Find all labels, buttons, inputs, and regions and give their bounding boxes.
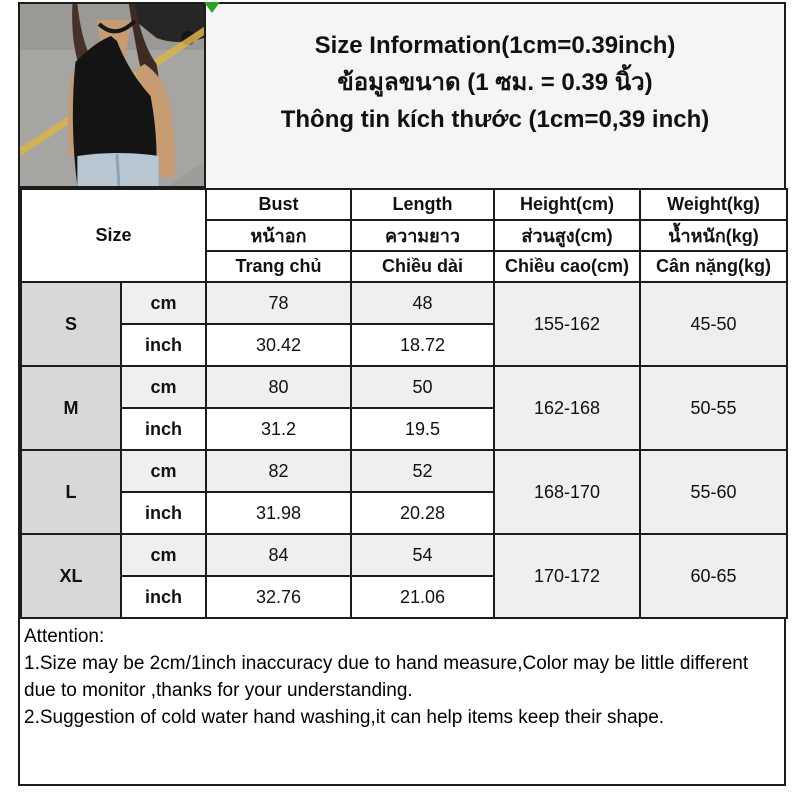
- size-label-m: M: [21, 366, 121, 450]
- m-length-inch: 19.5: [351, 408, 494, 450]
- size-chart-frame: [18, 2, 786, 786]
- title-english: Size Information(1cm=0.39inch): [314, 32, 676, 59]
- unit-cm: cm: [121, 282, 206, 324]
- size-label-s: S: [21, 282, 121, 366]
- xl-bust-inch: 32.76: [206, 576, 351, 618]
- l-weight-range: 55-60: [640, 450, 787, 534]
- m-bust-inch: 31.2: [206, 408, 351, 450]
- weight-header-en: Weight(kg): [640, 189, 787, 220]
- length-header-th: ความยาว: [351, 220, 494, 251]
- l-height-range: 168-170: [494, 450, 640, 534]
- weight-header-vi: Cân nặng(kg): [640, 251, 787, 282]
- xl-height-range: 170-172: [494, 534, 640, 618]
- size-column-header: Size: [21, 189, 206, 282]
- m-height-range: 162-168: [494, 366, 640, 450]
- unit-inch: inch: [121, 408, 206, 450]
- xl-length-cm: 54: [351, 534, 494, 576]
- attention-heading: Attention:: [24, 626, 105, 647]
- s-length-cm: 48: [351, 282, 494, 324]
- m-bust-cm: 80: [206, 366, 351, 408]
- size-label-xl: XL: [21, 534, 121, 618]
- l-length-inch: 20.28: [351, 492, 494, 534]
- xl-bust-cm: 84: [206, 534, 351, 576]
- xl-length-inch: 21.06: [351, 576, 494, 618]
- s-length-inch: 18.72: [351, 324, 494, 366]
- bust-header-th: หน้าอก: [206, 220, 351, 251]
- height-header-th: ส่วนสูง(cm): [494, 220, 640, 251]
- unit-cm: cm: [121, 534, 206, 576]
- l-length-cm: 52: [351, 450, 494, 492]
- green-corner-triangle-icon: [204, 2, 220, 13]
- bust-header-vi: Trang chủ: [206, 251, 351, 282]
- weight-header-th: น้ำหนัก(kg): [640, 220, 787, 251]
- s-height-range: 155-162: [494, 282, 640, 366]
- length-header-en: Length: [351, 189, 494, 220]
- bust-header-en: Bust: [206, 189, 351, 220]
- unit-cm: cm: [121, 366, 206, 408]
- m-weight-range: 50-55: [640, 366, 787, 450]
- size-label-l: L: [21, 450, 121, 534]
- unit-cm: cm: [121, 450, 206, 492]
- m-length-cm: 50: [351, 366, 494, 408]
- size-table: [20, 188, 788, 619]
- attention-notes: [20, 619, 784, 784]
- size-info-title-block: [206, 4, 784, 188]
- s-bust-inch: 30.42: [206, 324, 351, 366]
- height-header-en: Height(cm): [494, 189, 640, 220]
- length-header-vi: Chiều dài: [351, 251, 494, 282]
- l-bust-inch: 31.98: [206, 492, 351, 534]
- l-bust-cm: 82: [206, 450, 351, 492]
- s-bust-cm: 78: [206, 282, 351, 324]
- unit-inch: inch: [121, 324, 206, 366]
- xl-weight-range: 60-65: [640, 534, 787, 618]
- height-header-vi: Chiều cao(cm): [494, 251, 640, 282]
- top-band: [20, 4, 784, 188]
- unit-inch: inch: [121, 576, 206, 618]
- product-photo: [20, 4, 206, 188]
- s-weight-range: 45-50: [640, 282, 787, 366]
- unit-inch: inch: [121, 492, 206, 534]
- title-thai: ข้อมูลขนาด (1 ซม. = 0.39 นิ้ว): [337, 69, 653, 96]
- product-photo-illustration: [20, 4, 204, 186]
- attention-note-1: 1.Size may be 2cm/1inch inaccuracy due to hand measure,Color may be little different due to monitor ,thanks for your understanding.: [24, 653, 749, 701]
- attention-note-2: 2.Suggestion of cold water hand washing,it can help items keep their shape.: [24, 707, 665, 728]
- title-vietnamese: Thông tin kích thước (1cm=0,39 inch): [280, 106, 710, 133]
